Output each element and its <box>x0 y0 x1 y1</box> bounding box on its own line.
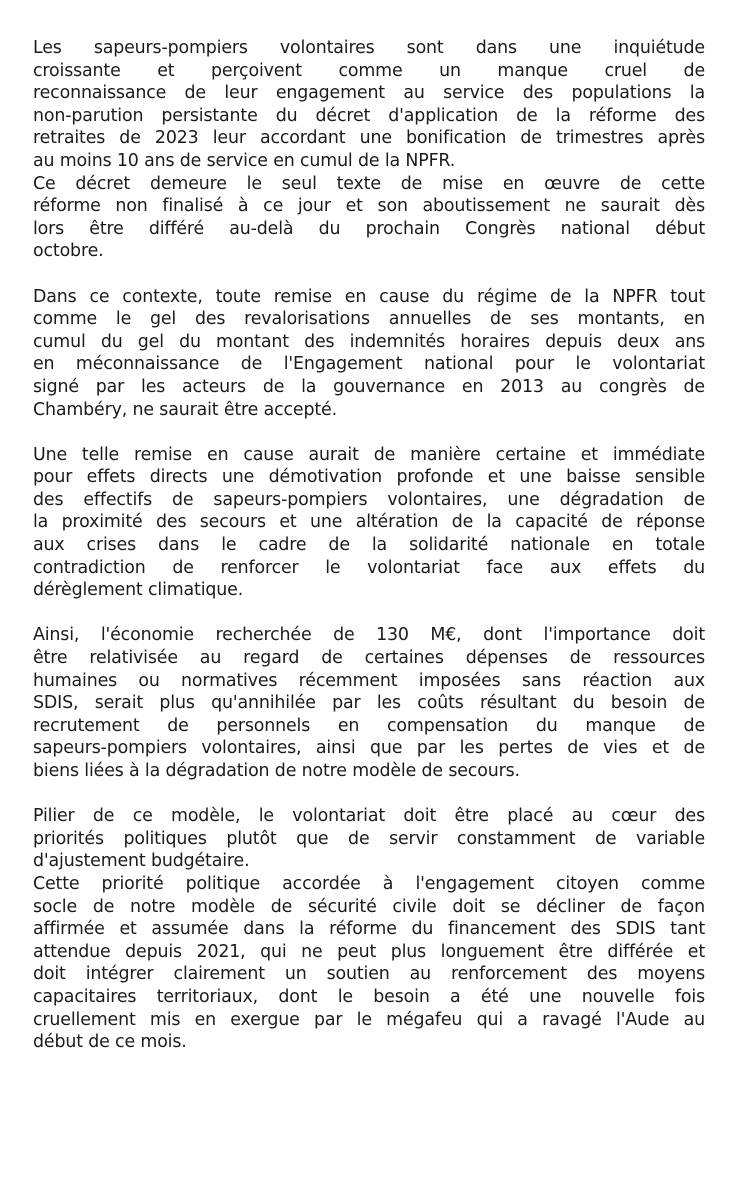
text-line: doit intégrer clairement un soutien au renforcement des moyens <box>33 964 705 985</box>
text-line: croissante et perçoivent comme un manque cruel de <box>33 60 705 81</box>
text-line: Dans ce contexte, toute remise en cause du régime de la NPFR tout <box>33 286 705 307</box>
paragraph-spacer <box>33 783 705 806</box>
text-line: Pilier de ce modèle, le volontariat doit être placé au cœur des <box>33 806 705 827</box>
text-line: la proximité des secours et une altération de la capacité de réponse <box>33 512 705 533</box>
text-line: socle de notre modèle de sécurité civile doit se décliner de façon <box>33 896 705 917</box>
text-line: biens liées à la dégradation de notre modèle de secours. <box>33 761 520 781</box>
text-line: comme le gel des revalorisations annuelles de ses montants, en <box>33 309 705 330</box>
text-line: retraites de 2023 leur accordant une bonification de trimestres après <box>33 128 705 149</box>
paragraph-2 <box>33 286 705 422</box>
document-body <box>33 37 705 1054</box>
text-line: cumul du gel du montant des indemnités horaires depuis deux ans <box>33 331 705 352</box>
text-line: non-parution persistante du décret d'application de la réforme des <box>33 105 705 126</box>
text-line: sapeurs-pompiers volontaires, ainsi que par les pertes de vies et de <box>33 738 705 759</box>
text-line: début de ce mois. <box>33 1032 187 1053</box>
text-line: au moins 10 ans de service en cumul de la NPFR. <box>33 150 456 171</box>
text-line: capacitaires territoriaux, dont le besoin a été une nouvelle fois <box>33 986 705 1007</box>
paragraph-3 <box>33 444 705 602</box>
paragraph-spacer <box>33 263 705 286</box>
text-line: aux crises dans le cadre de la solidarité nationale en totale <box>33 535 705 556</box>
text-line: Chambéry, ne saurait être accepté. <box>33 399 337 420</box>
text-line: Ce décret demeure le seul texte de mise en œuvre de cette <box>33 173 705 194</box>
text-line: des effectifs de sapeurs-pompiers volontaires, une dégradation de <box>33 489 705 510</box>
text-line: lors être différé au-delà du prochain Congrès national début <box>33 218 705 239</box>
text-line: attendue depuis 2021, qui ne peut plus longuement être différée et <box>33 941 705 962</box>
paragraph-5 <box>33 805 705 1054</box>
text-line: contradiction de renforcer le volontariat face aux effets du <box>33 557 705 578</box>
paragraph-spacer <box>33 602 705 625</box>
text-line: réforme non finalisé à ce jour et son aboutissement ne saurait dès <box>33 196 705 217</box>
text-line: en méconnaissance de l'Engagement national pour le volontariat <box>33 354 705 375</box>
text-line: Cette priorité politique accordée à l'engagement citoyen comme <box>33 873 705 894</box>
text-line: humaines ou normatives récemment imposées sans réaction aux <box>33 670 705 691</box>
text-line: Ainsi, l'économie recherchée de 130 M€, dont l'importance doit <box>33 625 705 646</box>
paragraph-spacer <box>33 421 705 444</box>
text-line: reconnaissance de leur engagement au service des populations la <box>33 83 705 104</box>
paragraph-4 <box>33 624 705 782</box>
text-line: pour effets directs une démotivation profonde et une baisse sensible <box>33 467 705 488</box>
text-line: SDIS, serait plus qu'annihilée par les coûts résultant du besoin de <box>33 693 705 714</box>
text-line: cruellement mis en exergue par le mégafeu qui a ravagé l'Aude au <box>33 1009 705 1030</box>
text-line: priorités politiques plutôt que de servir constamment de variable <box>33 828 705 849</box>
text-line: affirmée et assumée dans la réforme du financement des SDIS tant <box>33 919 705 940</box>
text-line: Les sapeurs-pompiers volontaires sont dans une inquiétude <box>33 38 705 58</box>
text-line: d'ajustement budgétaire. <box>33 851 250 872</box>
text-line: dérèglement climatique. <box>33 580 244 601</box>
text-line: octobre. <box>33 241 104 262</box>
paragraph-1 <box>33 37 705 263</box>
text-line: Une telle remise en cause aurait de manière certaine et immédiate <box>33 444 705 465</box>
text-line: être relativisée au regard de certaines dépenses de ressources <box>33 648 705 669</box>
text-line: recrutement de personnels en compensation du manque de <box>33 715 705 736</box>
text-line: signé par les acteurs de la gouvernance en 2013 au congrès de <box>33 376 705 397</box>
